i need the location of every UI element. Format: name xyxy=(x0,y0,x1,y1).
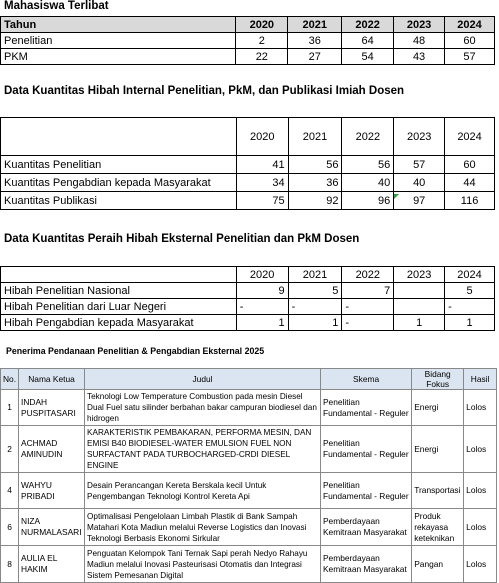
value-cell: - xyxy=(342,299,394,315)
table-row xyxy=(1,299,495,315)
focus-area: Pangan xyxy=(412,546,464,583)
value-cell: - xyxy=(342,315,394,331)
value-cell: 7 xyxy=(342,283,394,299)
section2-title: Data Kuantitas Hibah Internal Penelitian, PkM, dan Publikasi Imiah Dosen xyxy=(4,85,405,97)
value-cell: 1 xyxy=(394,315,445,331)
row-label: Hibah Penelitian Nasional xyxy=(1,283,237,299)
row-label: Kuantitas Pengabdian kepada Masyarakat xyxy=(1,174,237,192)
focus-area: Transportasi xyxy=(412,473,464,509)
scheme: Penelitian Fundamental - Reguler xyxy=(320,426,411,473)
row-label: Penelitian xyxy=(1,33,236,49)
year-cell: 2021 xyxy=(288,17,342,33)
value-cell: 36 xyxy=(288,33,342,49)
value-cell: 54 xyxy=(342,49,394,65)
value-cell: 22 xyxy=(236,49,288,65)
table-header-row xyxy=(1,369,497,390)
year-cell: 2024 xyxy=(445,118,495,156)
value-cell: 60 xyxy=(445,156,495,174)
col-header: No. xyxy=(1,369,19,390)
focus-area: Energi xyxy=(412,390,464,426)
value-cell xyxy=(394,283,445,299)
table-row xyxy=(1,156,495,174)
value-cell: 36 xyxy=(288,174,342,192)
value-cell: 2 xyxy=(236,33,288,49)
row-number: 2 xyxy=(1,426,19,473)
year-cell: 2022 xyxy=(342,118,394,156)
value-cell: 1 xyxy=(288,315,342,331)
table-row xyxy=(1,473,497,509)
leader-name: WAHYU PRIBADI xyxy=(19,473,85,509)
scheme: Pemberdayaan Kemitraan Masyarakat xyxy=(320,546,411,583)
value-cell: 5 xyxy=(288,283,342,299)
year-cell: 2022 xyxy=(342,267,394,283)
year-cell: 2023 xyxy=(394,17,445,33)
year-cell: 2024 xyxy=(445,267,495,283)
table-row xyxy=(1,509,497,546)
table-row xyxy=(1,49,495,65)
students-involved-table xyxy=(0,16,495,65)
table-row xyxy=(1,315,495,331)
value-cell: 92 xyxy=(288,192,342,210)
focus-area: Energi xyxy=(412,426,464,473)
value-cell: 40 xyxy=(342,174,394,192)
row-label: Kuantitas Publikasi xyxy=(1,192,237,210)
leader-name: AULIA EL HAKIM xyxy=(19,546,85,583)
value-cell: 27 xyxy=(288,49,342,65)
result: Lolos xyxy=(464,473,497,509)
value-cell: 43 xyxy=(394,49,445,65)
table-row xyxy=(1,546,497,583)
table-row xyxy=(1,426,497,473)
result: Lolos xyxy=(464,546,497,583)
internal-grants-table xyxy=(0,117,495,210)
table-row xyxy=(1,283,495,299)
col-header: Bidang Fokus xyxy=(412,369,464,390)
year-cell: 2020 xyxy=(236,118,288,156)
row-number: 4 xyxy=(1,473,19,509)
value-cell: 9 xyxy=(236,283,288,299)
value-cell: - xyxy=(288,299,342,315)
section4-title: Penerima Pendanaan Penelitian & Pengabdian Eksternal 2025 xyxy=(6,346,265,356)
table-row xyxy=(1,390,497,426)
external-grants-table xyxy=(0,266,495,331)
scheme: Penelitian Fundamental - Reguler xyxy=(320,390,411,426)
result: Lolos xyxy=(464,426,497,473)
focus-area: Produk rekayasa keteknikan xyxy=(412,509,464,546)
leader-name: NIZA NURMALASARI xyxy=(19,509,85,546)
row-label: Kuantitas Penelitian xyxy=(1,156,237,174)
value-cell: 41 xyxy=(236,156,288,174)
table-header-row xyxy=(1,17,495,33)
year-cell: 2024 xyxy=(445,17,495,33)
leader-name: ACHMAD AMINUDIN xyxy=(19,426,85,473)
col-header: Skema xyxy=(320,369,411,390)
table-row xyxy=(1,33,495,49)
value-cell: 64 xyxy=(342,33,394,49)
table-header-row xyxy=(1,267,495,283)
value-cell: 97 xyxy=(394,192,445,210)
research-title: Teknologi Low Temperature Combustion pada mesin Diesel Dual Fuel satu silinder berbahan bakar campuran biodiesel dan hidrogen xyxy=(85,390,321,426)
research-title: Desain Perancangan Kereta Berskala kecil Untuk Pengembangan Teknologi Kontrol Kereta Api xyxy=(85,473,321,509)
cell-marker xyxy=(394,194,399,199)
value-cell: 60 xyxy=(445,33,495,49)
value-cell: 1 xyxy=(445,315,495,331)
table-header-row xyxy=(1,118,495,156)
table-row xyxy=(1,192,495,210)
year-cell: 2021 xyxy=(288,267,342,283)
research-title: Optimalisasi Pengelolaan Limbah Plastik di Bank Sampah Matahari Kota Madiun melalui Reverse Logistics dan Inovasi Teknologi Berbasis Ekonomi Sirkular xyxy=(85,509,321,546)
value-cell: 96 xyxy=(342,192,394,210)
col-header: Hasil xyxy=(464,369,497,390)
year-cell: 2020 xyxy=(236,267,288,283)
external-funding-recipients-table xyxy=(0,368,497,583)
value-cell: 116 xyxy=(445,192,495,210)
value-cell: 57 xyxy=(394,156,445,174)
scheme: Pemberdayaan Kemitraan Masyarakat xyxy=(320,509,411,546)
row-label: Hibah Penelitian dari Luar Negeri xyxy=(1,299,237,315)
header-label: Tahun xyxy=(1,17,236,33)
result: Lolos xyxy=(464,509,497,546)
year-cell: 2021 xyxy=(288,118,342,156)
scheme: Penelitian Fundamental - Reguler xyxy=(320,473,411,509)
result: Lolos xyxy=(464,390,497,426)
header-blank xyxy=(1,267,237,283)
col-header: Judul xyxy=(85,369,321,390)
section1-title: Mahasiswa Terlibat xyxy=(4,0,109,12)
header-blank xyxy=(1,118,237,156)
value-cell: 56 xyxy=(288,156,342,174)
table-row xyxy=(1,174,495,192)
row-label: PKM xyxy=(1,49,236,65)
value-cell: - xyxy=(236,299,288,315)
value-cell: 40 xyxy=(394,174,445,192)
row-label: Hibah Pengabdian kepada Masyarakat xyxy=(1,315,237,331)
row-number: 8 xyxy=(1,546,19,583)
value-cell: 34 xyxy=(236,174,288,192)
research-title: KARAKTERISTIK PEMBAKARAN, PERFORMA MESIN, DAN EMISI B40 BIODIESEL-WATER EMULSION FUEL NON SURFACTANT PADA TURBOCHARGED-CRDI DIESEL ENGINE xyxy=(85,426,321,473)
value-cell: 56 xyxy=(342,156,394,174)
year-cell: 2023 xyxy=(394,267,445,283)
value-cell: 57 xyxy=(445,49,495,65)
year-cell: 2020 xyxy=(236,17,288,33)
row-number: 1 xyxy=(1,390,19,426)
value-cell: 44 xyxy=(445,174,495,192)
value-cell: 75 xyxy=(236,192,288,210)
value-cell xyxy=(394,299,445,315)
value-cell: 48 xyxy=(394,33,445,49)
row-number: 6 xyxy=(1,509,19,546)
leader-name: INDAH PUSPITASARI xyxy=(19,390,85,426)
value-cell: 1 xyxy=(236,315,288,331)
section3-title: Data Kuantitas Peraih Hibah Eksternal Penelitian dan PkM Dosen xyxy=(4,233,360,245)
year-cell: 2023 xyxy=(394,118,445,156)
col-header: Nama Ketua xyxy=(19,369,85,390)
research-title: Penguatan Kelompok Tani Ternak Sapi perah Nedyo Rahayu Madiun melalui Inovasi Pasteurisasi Otomatis dan Integrasi Sistem Pemesanan Digital xyxy=(85,546,321,583)
value-cell: 5 xyxy=(445,283,495,299)
value-cell: - xyxy=(445,299,495,315)
year-cell: 2022 xyxy=(342,17,394,33)
